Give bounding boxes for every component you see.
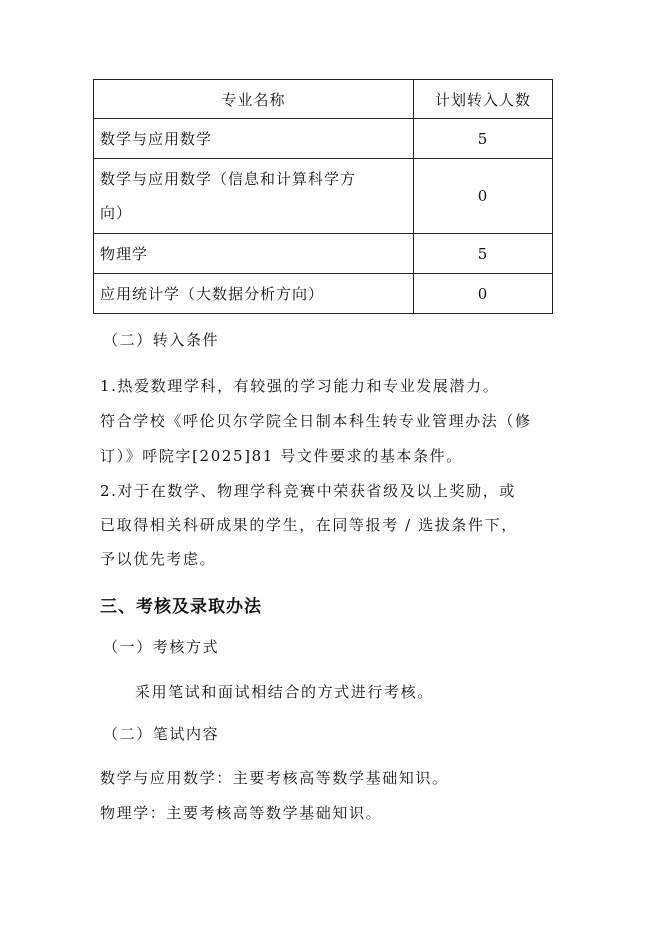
quota-cell: 5 [414, 119, 553, 159]
paragraph-line: 订）》呼院字[2025]81 号文件要求的基本条件。 [100, 447, 463, 465]
major-name-line: 向） [100, 204, 133, 222]
paragraph-line: 数学与应用数学：主要考核高等数学基础知识。 [100, 769, 449, 787]
header-quota: 计划转入人数 [414, 80, 553, 119]
table-row [94, 159, 553, 234]
table-row [94, 274, 553, 314]
quota-cell: 5 [414, 234, 553, 274]
paragraph-line: 物理学：主要考核高等数学基础知识。 [100, 804, 383, 822]
major-name-cell: 物理学 [94, 234, 414, 274]
sub-heading-transfer-conditions: （二）转入条件 [103, 331, 220, 349]
paragraph-line: 采用笔试和面试相结合的方式进行考核。 [135, 683, 434, 701]
table-header-row [94, 80, 553, 119]
major-name-cell: 应用统计学（大数据分析方向） [94, 274, 414, 314]
paragraph-line: 予以优先考虑。 [100, 550, 217, 568]
paragraph-line: 1.热爱数理学科，有较强的学习能力和专业发展潜力。 [100, 377, 500, 395]
sub-heading-assessment-method: （一）考核方式 [103, 638, 220, 656]
transfer-quota-table [93, 79, 553, 314]
sub-heading-written-exam: （二）笔试内容 [103, 725, 220, 743]
table-row [94, 234, 553, 274]
major-name-cell [94, 159, 414, 234]
table-row [94, 119, 553, 159]
paragraph-line: 2.对于在数学、物理学科竞赛中荣获省级及以上奖励，或 [100, 482, 516, 500]
paragraph-line: 符合学校《呼伦贝尔学院全日制本科生转专业管理办法（修 [100, 412, 532, 430]
paragraph-line: 已取得相关科研成果的学生，在同等报考 / 选拔条件下， [100, 516, 518, 534]
quota-cell: 0 [414, 159, 553, 234]
major-name-cell: 数学与应用数学 [94, 119, 414, 159]
quota-cell: 0 [414, 274, 553, 314]
section-heading-assessment: 三、考核及录取办法 [100, 597, 262, 617]
major-name-line: 数学与应用数学（信息和计算科学方 [100, 170, 357, 188]
header-major-name: 专业名称 [94, 80, 414, 119]
